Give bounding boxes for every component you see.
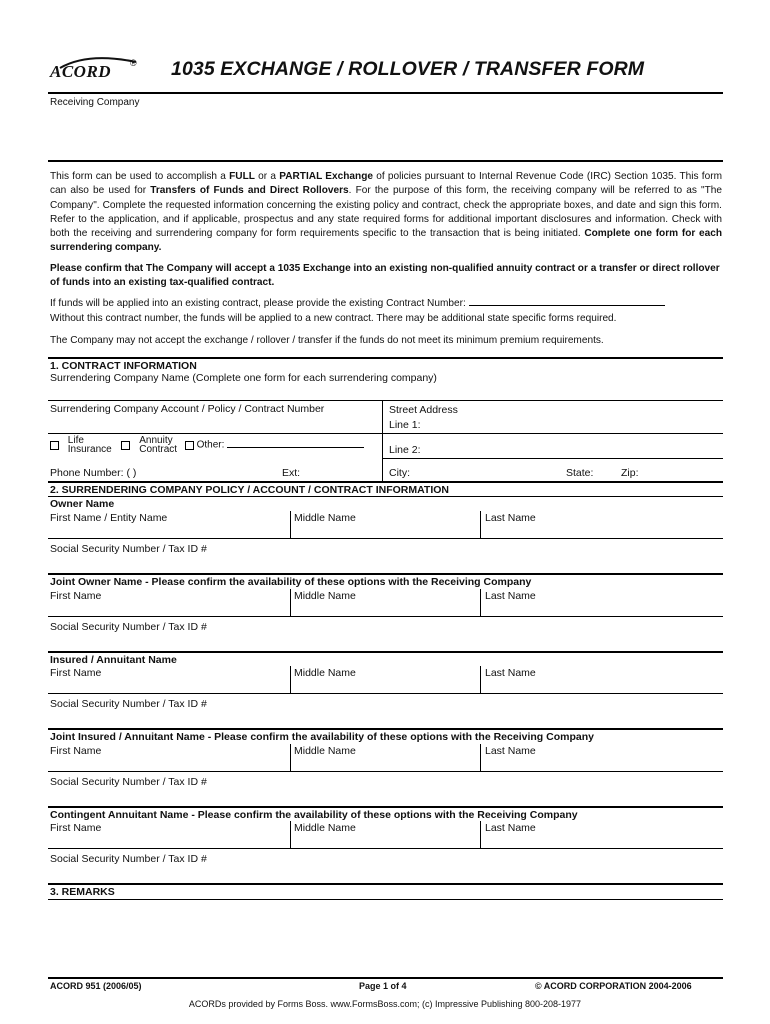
annuity-contract-checkbox[interactable] (121, 441, 130, 450)
joint-insured-ssn-field[interactable] (48, 806, 723, 808)
joint-insured-middle-name-label: Middle Name (294, 745, 356, 757)
minimum-premium-note: The Company may not accept the exchange / rollover / transfer if the funds do not meet its minimum premium requirements. (50, 335, 604, 346)
contract-type-options (50, 436, 364, 454)
other-field[interactable] (227, 438, 364, 448)
confirm-paragraph: Please confirm that The Company will accept a 1035 Exchange into an existing non-qualified annuity contract or a transfer or direct rollover of funds into an existing tax-qualified contract. (50, 263, 720, 288)
state-label: State: (566, 467, 594, 479)
line-1-label: Line 1: (389, 419, 421, 431)
owner-name-heading: Owner Name (50, 498, 115, 510)
copyright: © ACORD CORPORATION 2004-2006 (535, 981, 692, 991)
other-checkbox[interactable] (185, 441, 194, 450)
insured-middle-name-label: Middle Name (294, 667, 356, 679)
page-number: Page 1 of 4 (359, 981, 407, 991)
joint-insured-heading: Joint Insured / Annuitant Name - Please confirm the availability of these options with the Receiving Company (50, 731, 594, 743)
insured-annuitant-heading: Insured / Annuitant Name (50, 654, 177, 666)
account-number-label: Surrendering Company Account / Policy / Contract Number (50, 403, 325, 415)
joint-insured-ssn-label: Social Security Number / Tax ID # (50, 776, 207, 788)
other-label: Other: (196, 439, 225, 451)
acord-logo (50, 56, 140, 90)
insured-ssn-field[interactable] (48, 728, 723, 730)
provided-by-note: ACORDs provided by Forms Boss. www.FormsBoss.com; (c) Impressive Publishing 800-208-1977 (188, 999, 582, 1009)
contingent-annuitant-heading: Contingent Annuitant Name - Please confirm the availability of these options with the Receiving Company (50, 809, 578, 821)
footer-rule (48, 977, 723, 979)
contingent-middle-name-label: Middle Name (294, 822, 356, 834)
street-address-label: Street Address (389, 404, 458, 416)
phone-number-label: Phone Number: ( ) (50, 467, 137, 479)
surrendering-company-field[interactable] (48, 400, 723, 401)
joint-owner-middle-name-label: Middle Name (294, 590, 356, 602)
insured-ssn-label: Social Security Number / Tax ID # (50, 698, 207, 710)
surrendering-company-label: Surrendering Company Name (Complete one form for each surrendering company) (50, 372, 437, 384)
joint-owner-first-name-label: First Name (50, 590, 102, 602)
life-insurance-label: Life Insurance (67, 435, 112, 455)
insured-first-name-label: First Name (50, 667, 102, 679)
line-2-label: Line 2: (389, 444, 421, 456)
receiving-company-field-rule[interactable] (48, 160, 723, 162)
owner-ssn-field[interactable] (48, 573, 723, 575)
owner-last-name-label: Last Name (485, 512, 536, 524)
receiving-company-label: Receiving Company (50, 97, 140, 108)
contingent-name-field[interactable] (48, 848, 723, 849)
intro-paragraph: This form can be used to accomplish a FULL or a PARTIAL Exchange of policies pursuant to Internal Revenue Code (IRC) Section 1035. This form can also be used for Transfers of Funds and Direct Rollovers. For the purpose of this form, the receiving company will be referred to as "The Company". Complete the requested information concerning the existing policy and contract, check the appropriate boxes, and date and sign this form. Refer to the application, and if applicable, prospectus and any state required forms for additional important disclosures and information. Check with both the receiving and surrendering company for form requirements specific to the transaction that is being initiated. Complete one form for each surrendering company. (50, 171, 722, 254)
joint-insured-first-name-label: First Name (50, 745, 102, 757)
owner-name-field[interactable] (48, 538, 723, 539)
joint-owner-ssn-label: Social Security Number / Tax ID # (50, 621, 207, 633)
section-2-heading: 2. SURRENDERING COMPANY POLICY / ACCOUNT / CONTRACT INFORMATION (48, 481, 723, 496)
title-rule (48, 92, 723, 94)
insured-name-field[interactable] (48, 693, 723, 694)
account-number-field[interactable] (48, 433, 723, 434)
life-insurance-checkbox[interactable] (50, 441, 59, 450)
joint-owner-name-field[interactable] (48, 616, 723, 617)
owner-middle-name-label: Middle Name (294, 512, 356, 524)
zip-label: Zip: (621, 467, 639, 479)
form-id: ACORD 951 (2006/05) (50, 981, 142, 991)
joint-owner-last-name-label: Last Name (485, 590, 536, 602)
remarks-field[interactable] (48, 900, 723, 975)
existing-contract-number-field[interactable] (469, 296, 665, 306)
section-3-heading: 3. REMARKS (48, 883, 723, 898)
joint-insured-name-field[interactable] (48, 771, 723, 772)
joint-owner-heading: Joint Owner Name - Please confirm the availability of these options with the Receiving Company (50, 576, 532, 588)
ext-label: Ext: (282, 467, 301, 479)
joint-insured-last-name-label: Last Name (485, 745, 536, 757)
form-title: 1035 EXCHANGE / ROLLOVER / TRANSFER FORM (171, 58, 645, 80)
contingent-ssn-label: Social Security Number / Tax ID # (50, 853, 207, 865)
city-label: City: (389, 467, 410, 479)
insured-last-name-label: Last Name (485, 667, 536, 679)
owner-ssn-label: Social Security Number / Tax ID # (50, 543, 207, 555)
contingent-first-name-label: First Name (50, 822, 102, 834)
address-line-2-field[interactable] (382, 458, 723, 459)
section-1-heading: 1. CONTRACT INFORMATION (48, 357, 723, 372)
logo-registered-mark: ® (130, 58, 137, 68)
contingent-last-name-label: Last Name (485, 822, 536, 834)
joint-owner-ssn-field[interactable] (48, 651, 723, 653)
owner-first-name-label: First Name / Entity Name (50, 512, 168, 524)
logo-text: ACORD (50, 62, 112, 81)
annuity-contract-label: Annuity Contract (139, 435, 178, 455)
existing-contract-note: If funds will be applied into an existing contract, please provide the existing Contract Number: Without this contract number, the funds will be applied to a new contract. There may be additional state specific forms required. (50, 296, 722, 326)
